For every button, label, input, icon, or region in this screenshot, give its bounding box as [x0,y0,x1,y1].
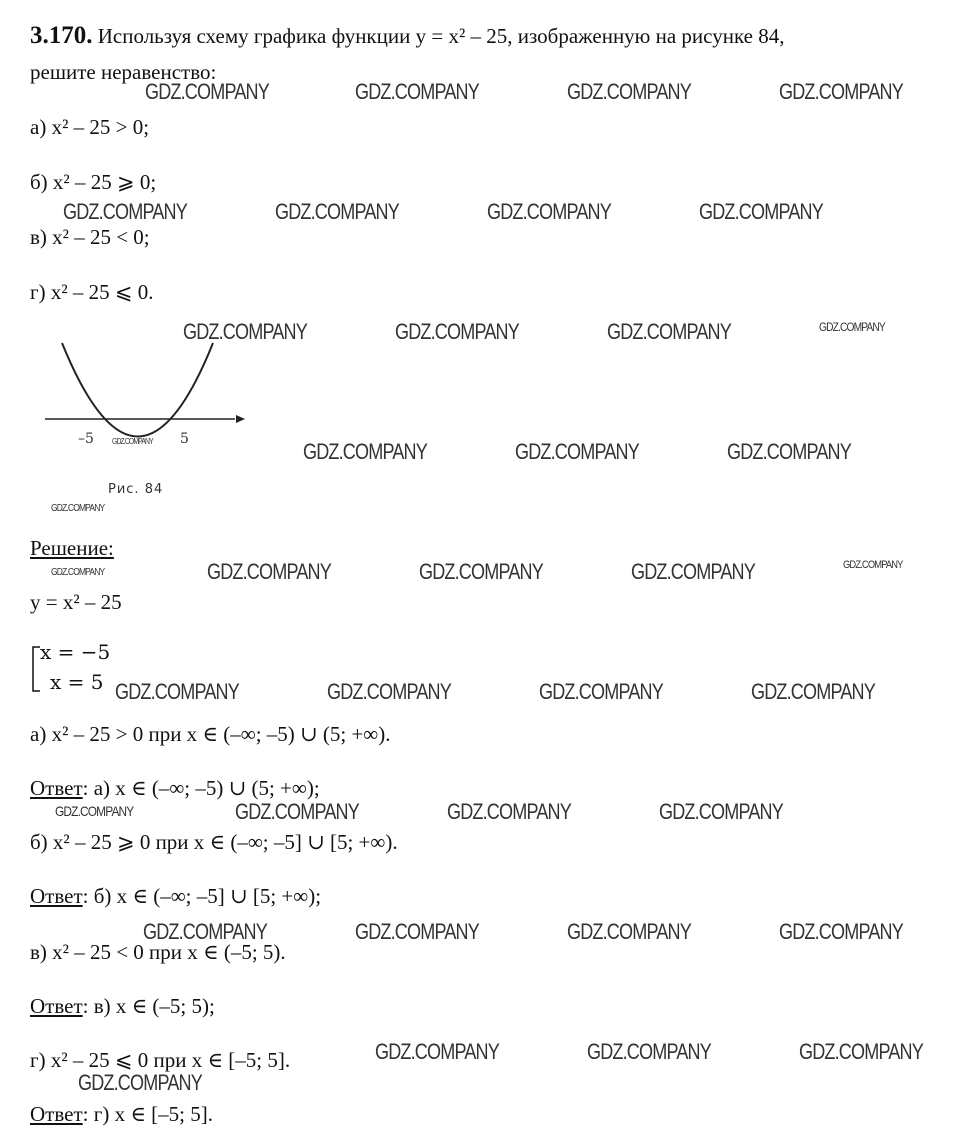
watermark: GDZ.COMPANY [843,559,903,571]
watermark: GDZ.COMPANY [183,319,307,344]
watermark: GDZ.COMPANY [539,679,663,704]
watermark: GDZ.COMPANY [78,1070,202,1095]
watermark: GDZ.COMPANY [375,1039,499,1064]
watermark: GDZ.COMPANY [207,559,331,584]
parabola-curve [62,343,213,437]
watermark: GDZ.COMPANY [447,799,571,824]
watermark: GDZ.COMPANY [819,320,885,334]
problem-header [30,22,784,50]
watermark: GDZ.COMPANY [63,199,187,224]
watermark: GDZ.COMPANY [115,679,239,704]
answer-label: Ответ [30,776,83,800]
watermark: GDZ.COMPANY [303,439,427,464]
answer-label: Ответ [30,1102,83,1126]
watermark: GDZ.COMPANY [235,799,359,824]
solution-v: в) x² – 25 < 0 при x ∈ (–5; 5). [30,940,286,964]
problem-number: 3.170. [30,22,93,49]
root-1: x = −5 [40,640,111,664]
item-b: б) x² – 25 ⩾ 0; [30,170,157,194]
problem-text-2: решите неравенство: [30,60,217,84]
solution-b: б) x² – 25 ⩾ 0 при x ∈ (–∞; –5] ∪ [5; +∞). [30,830,398,854]
answer-b: Ответ: б) x ∈ (–∞; –5] ∪ [5; +∞); [30,884,322,908]
watermark: GDZ.COMPANY [587,1039,711,1064]
item-v: в) x² – 25 < 0; [30,225,150,249]
solution-function: y = x² – 25 [30,590,122,614]
watermark: GDZ.COMPANY [112,437,153,446]
parabola-figure [40,335,250,475]
watermark: GDZ.COMPANY [779,919,903,944]
tick-label-5: 5 [180,431,189,447]
watermark: GDZ.COMPANY [515,439,639,464]
watermark: GDZ.COMPANY [659,799,783,824]
watermark: GDZ.COMPANY [799,1039,923,1064]
watermark: GDZ.COMPANY [395,319,519,344]
answer-a: Ответ: а) x ∈ (–∞; –5) ∪ (5; +∞); [30,776,320,800]
watermark: GDZ.COMPANY [727,439,851,464]
watermark: GDZ.COMPANY [631,559,755,584]
watermark: GDZ.COMPANY [355,79,479,104]
answer-label: Ответ [30,994,83,1018]
solution-g: г) x² – 25 ⩽ 0 при x ∈ [–5; 5]. [30,1048,291,1072]
root-2: x = 5 [50,670,104,694]
watermark: GDZ.COMPANY [55,803,134,819]
watermark: GDZ.COMPANY [327,679,451,704]
figure-caption: Рис. 84 [108,482,164,497]
watermark: GDZ.COMPANY [145,79,269,104]
watermark: GDZ.COMPANY [355,919,479,944]
watermark: GDZ.COMPANY [567,79,691,104]
watermark: GDZ.COMPANY [487,199,611,224]
answer-label: Ответ [30,884,83,908]
problem-text: Используя схему графика функции y = x² – 25, изображенную на рисунке 84, [97,24,785,48]
x-axis-arrow [236,415,245,423]
watermark: GDZ.COMPANY [567,919,691,944]
answer-v: Ответ: в) x ∈ (–5; 5); [30,994,215,1018]
watermark: GDZ.COMPANY [51,567,105,578]
solution-title: Решение: [30,536,114,560]
watermark: GDZ.COMPANY [751,679,875,704]
watermark: GDZ.COMPANY [51,503,105,514]
watermark: GDZ.COMPANY [779,79,903,104]
solution-a: а) x² – 25 > 0 при x ∈ (–∞; –5) ∪ (5; +∞). [30,722,391,746]
tick-label-minus5: –5 [78,431,94,447]
watermark: GDZ.COMPANY [419,559,543,584]
item-g: г) x² – 25 ⩽ 0. [30,280,154,304]
watermark: GDZ.COMPANY [275,199,399,224]
watermark: GDZ.COMPANY [699,199,823,224]
watermark: GDZ.COMPANY [143,919,267,944]
item-a: а) x² – 25 > 0; [30,115,150,139]
answer-g: Ответ: г) x ∈ [–5; 5]. [30,1102,213,1126]
watermark: GDZ.COMPANY [607,319,731,344]
